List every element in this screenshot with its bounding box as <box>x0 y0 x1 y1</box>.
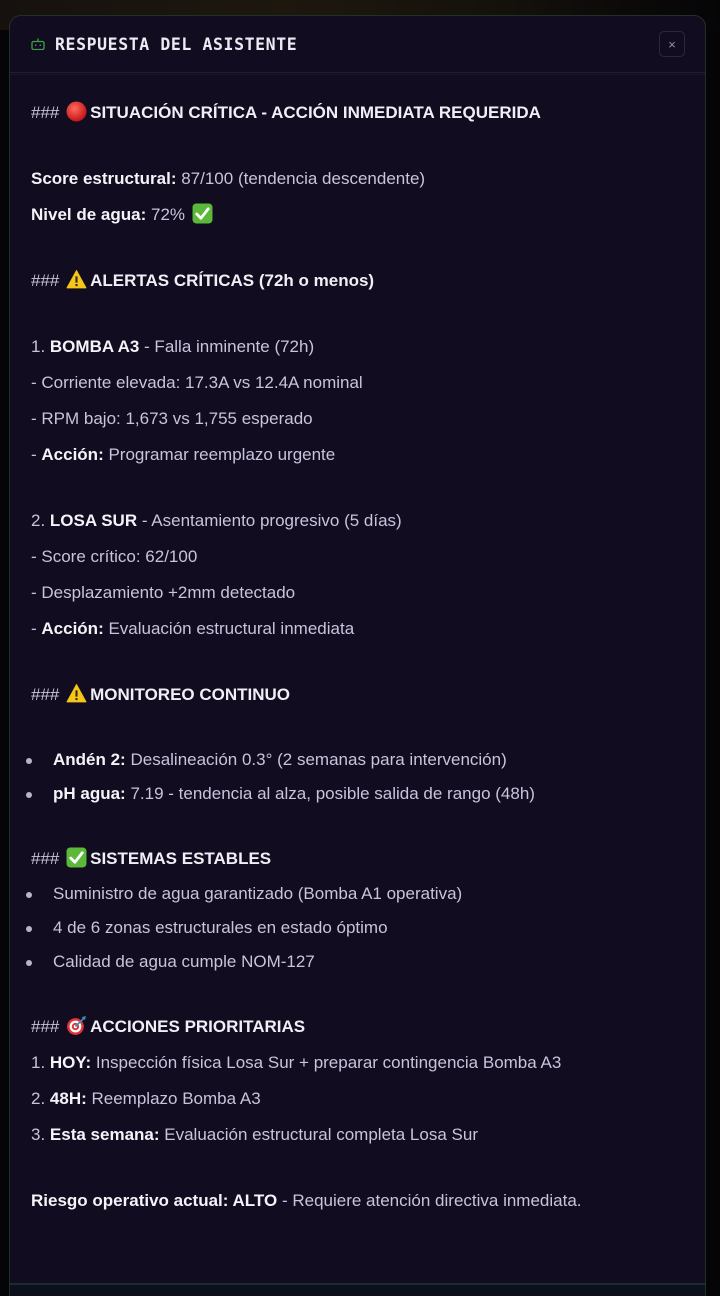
list-item: Andén 2: Desalineación 0.3° (2 semanas para intervención) <box>31 743 684 777</box>
alert-item-bomba-a3: 1. BOMBA A3 - Falla inminente (72h) <box>31 337 315 356</box>
red-circle-icon <box>66 101 87 122</box>
warning-icon <box>66 683 87 704</box>
alert-item-losa-sur: 2. LOSA SUR - Asentamiento progresivo (5 días) <box>31 511 402 530</box>
close-button[interactable] <box>659 31 685 57</box>
risk-summary: Riesgo operativo actual: ALTO - Requiere atención directiva inmediata. <box>31 1191 582 1210</box>
list-item: 4 de 6 zonas estructurales en estado óptimo <box>31 911 684 945</box>
alert-detail: - Desplazamiento +2mm detectado <box>31 583 296 602</box>
warning-icon <box>66 269 87 290</box>
close-icon: × <box>668 36 676 52</box>
heading-critical-alerts: ### ALERTAS CRÍTICAS (72h o menos) <box>31 271 375 290</box>
modal-header <box>10 16 705 73</box>
list-item: Calidad de agua cumple NOM-127 <box>31 945 684 979</box>
priority-action-item: 3. Esta semana: Evaluación estructural completa Losa Sur <box>31 1125 478 1144</box>
list-item: pH agua: 7.19 - tendencia al alza, posible salida de rango (48h) <box>31 777 684 811</box>
heading-monitoring: ### MONITOREO CONTINUO <box>31 685 291 704</box>
heading-situation: ### SITUACIÓN CRÍTICA - ACCIÓN INMEDIATA REQUERIDA <box>31 103 541 122</box>
robot-icon <box>31 38 45 50</box>
heading-priority-actions: ### ACCIONES PRIORITARIAS <box>31 1017 306 1036</box>
priority-action-item: 2. 48H: Reemplazo Bomba A3 <box>31 1089 261 1108</box>
check-mark-icon <box>66 847 87 868</box>
alert-action: - Acción: Evaluación estructural inmediata <box>31 619 355 638</box>
response-content <box>10 73 705 1219</box>
water-level-line: Nivel de agua: 72% <box>31 197 684 233</box>
alert-action: - Acción: Programar reemplazo urgente <box>31 445 336 464</box>
modal-title: RESPUESTA DEL ASISTENTE <box>55 34 298 54</box>
monitoring-list <box>31 743 684 811</box>
list-item: Suministro de agua garantizado (Bomba A1 operativa) <box>31 877 684 911</box>
target-icon <box>66 1015 87 1036</box>
score-line: Score estructural: 87/100 (tendencia descendente) <box>31 169 426 188</box>
heading-stable-systems: ### SISTEMAS ESTABLES <box>31 849 272 868</box>
alert-detail: - Score crítico: 62/100 <box>31 547 198 566</box>
priority-action-item: 1. HOY: Inspección física Losa Sur + preparar contingencia Bomba A3 <box>31 1053 562 1072</box>
alert-detail: - Corriente elevada: 17.3A vs 12.4A nominal <box>31 373 363 392</box>
alert-detail: - RPM bajo: 1,673 vs 1,755 esperado <box>31 409 313 428</box>
check-mark-icon <box>192 203 213 224</box>
modal-footer <box>10 1283 705 1296</box>
assistant-response-modal <box>9 15 706 1296</box>
stable-systems-list <box>31 877 684 979</box>
